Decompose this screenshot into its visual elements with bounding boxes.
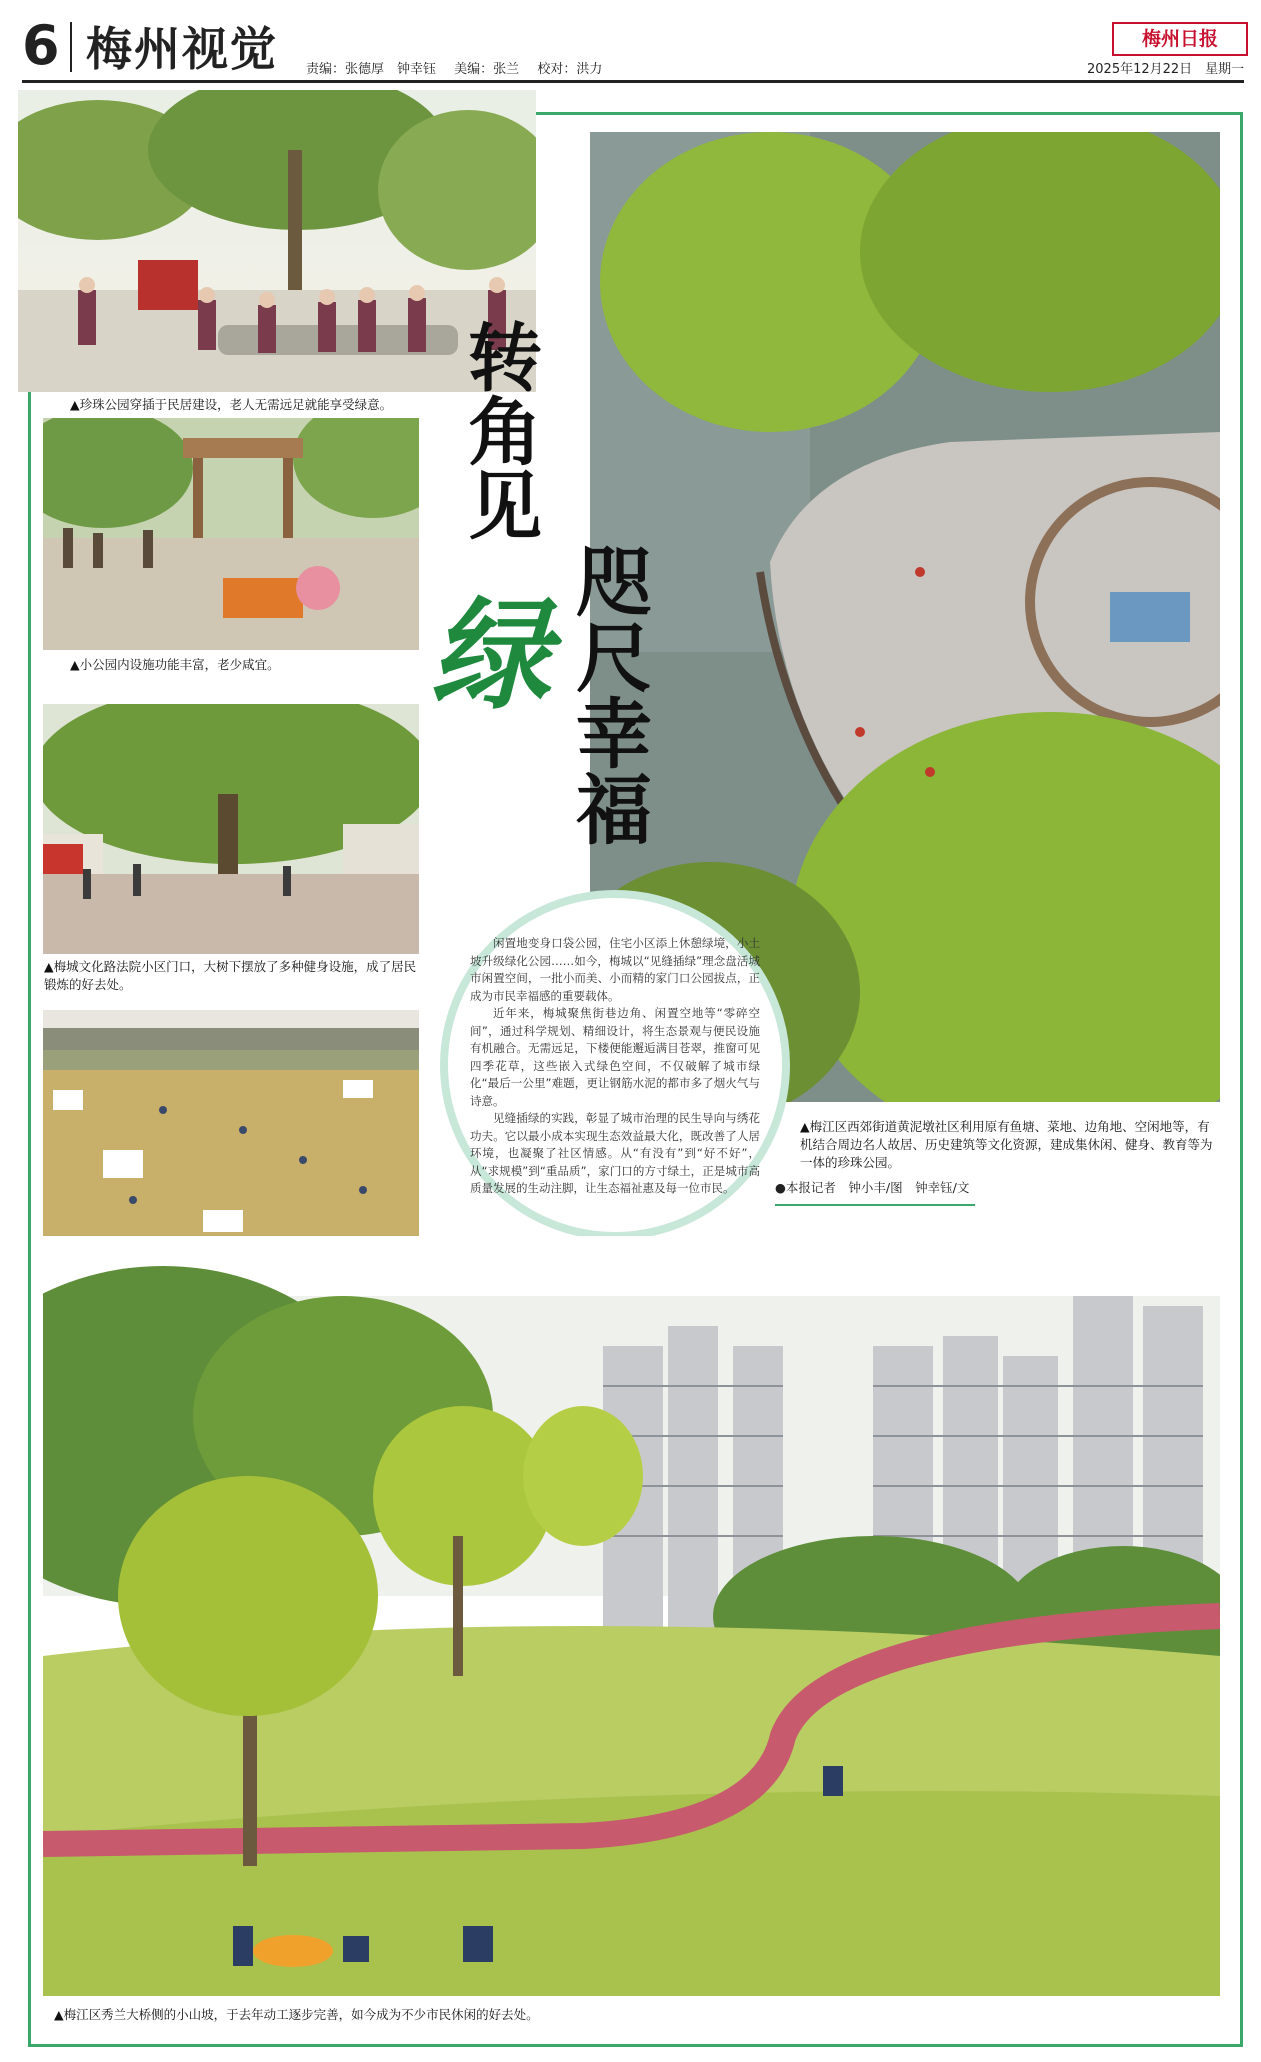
caption-aerial-photo: ▲梅江区西郊街道黄泥墩社区利用原有鱼塘、菜地、边角地、空闲地等，有机结合周边名人故居、历史建筑等文化资源，建成集休闲、健身、教育等为一体的珍珠公园。 [800, 1119, 1213, 1170]
credit-designer: 美编：张兰 [454, 62, 520, 77]
photo-hillside-park [43, 1236, 1220, 1996]
byline: ●本报记者 钟小丰/图 钟幸钰/文 [775, 1180, 970, 1195]
headline-green-char: 绿 [430, 585, 550, 726]
intro-paragraph: 闲置地变身口袋公园，住宅小区添上休憩绿境，小土坡升级绿化公园……如今，梅城以“见缝插绿”理念盘活城市闲置空间，一批小而美、小而精的家门口公园拔点，正成为市民幸福感的重要载体。 [470, 936, 760, 1003]
caption-hillside-photo: ▲梅江区秀兰大桥侧的小山坡，于去年动工逐步完善，如今成为不少市民休闲的好去处。 [54, 2007, 539, 2022]
photo-village-lawn [43, 1010, 419, 1256]
caption-elders-photo: ▲珍珠公园穿插于民居建设，老人无需远足就能享受绿意。 [70, 397, 393, 412]
credit-editor: 责编：张德厚 钟幸钰 [306, 62, 437, 77]
intro-paragraph: 近年来，梅城聚焦街巷边角、闲置空地等“零碎空间”，通过科学规划、精细设计，将生态景观与便民设施有机融合。无需远足，下楼便能邂逅满目苍翠，推窗可见四季花草，这些嵌入式绿色空间，不仅破解了城市绿化“最后一公里”难题，更让钢筋水泥的都市多了烟火气与诗意。 [470, 1006, 760, 1108]
header-rule [22, 80, 1244, 83]
photo-tree-fitness [43, 704, 419, 954]
intro-paragraph: 见缝插绿的实践，彰显了城市治理的民生导向与绣花功夫。它以最小成本实现生态效益最大化，既改善了人居环境，也凝聚了社区情感。从“有没有”到“好不好”，从“求规模”到“重品质”，家门口的方寸绿土，正是城市高质量发展的生动注脚，让生态福祉惠及每一位市民。 [470, 1111, 760, 1195]
intro-text [470, 935, 760, 1198]
photo-elders-in-park [18, 90, 536, 392]
credit-proofreader: 校对：洪力 [537, 62, 603, 77]
page-number: 6 [22, 14, 60, 77]
caption-pavilion-photo: ▲小公园内设施功能丰富，老少咸宜。 [70, 657, 280, 672]
header-divider [70, 22, 72, 72]
byline-rule [775, 1204, 975, 1206]
caption-tree-photo: ▲梅城文化路法院小区门口，大树下摆放了多种健身设施，成了居民锻炼的好去处。 [44, 959, 417, 992]
editor-credits [306, 58, 616, 77]
headline-line2: 咫尺幸福 [576, 538, 652, 855]
newspaper-logo: 梅州日报 [1112, 22, 1248, 56]
section-title: 梅州视觉 [86, 22, 278, 76]
issue-date: 2025年12月22日 星期一 [1087, 62, 1245, 77]
headline-line1: 转角见 [468, 316, 542, 550]
photo-pavilion-kids [43, 418, 419, 650]
